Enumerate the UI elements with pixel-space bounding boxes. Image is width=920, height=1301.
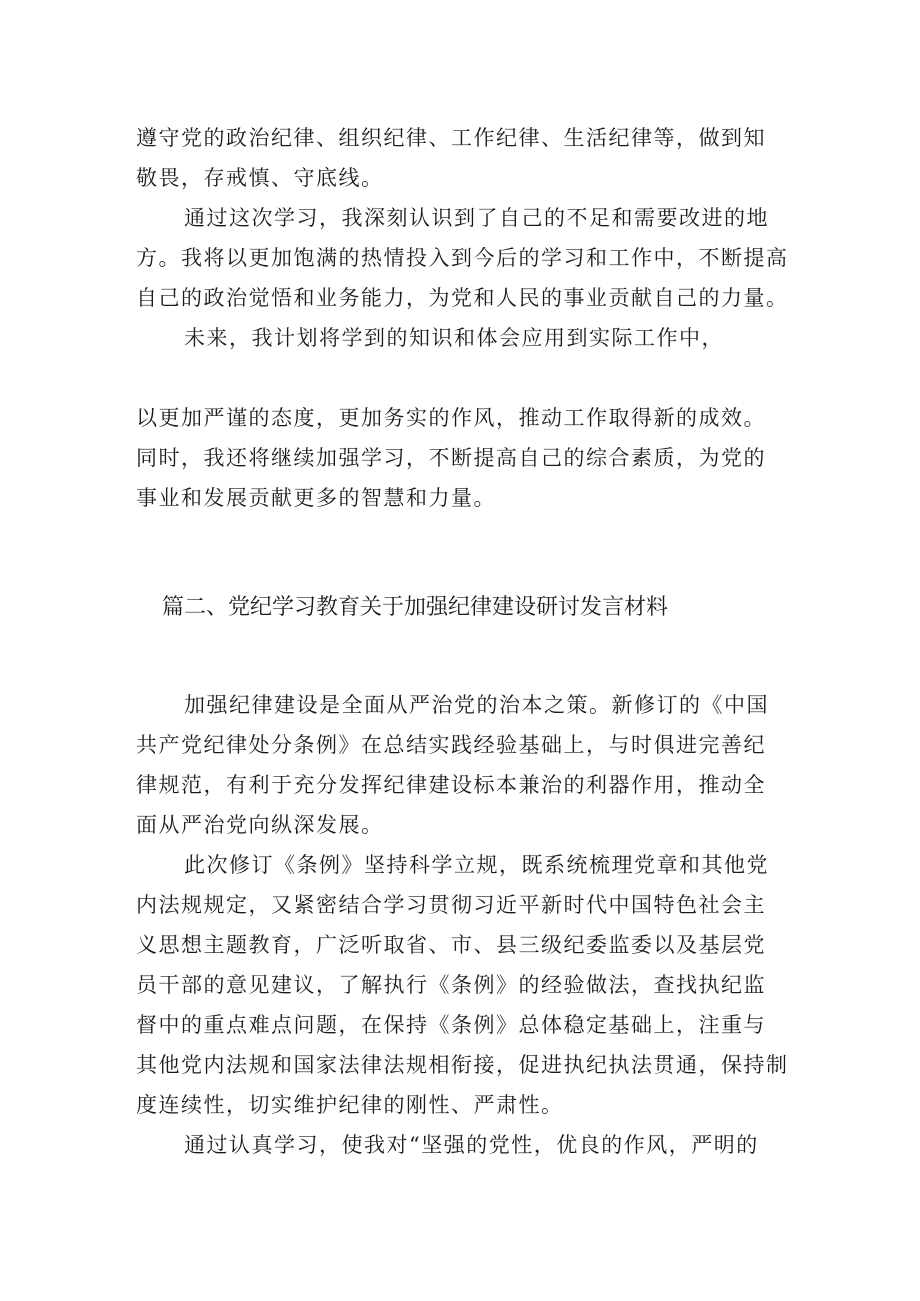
paragraph-line: 事业和发展贡献更多的智慧和力量。 [136, 486, 496, 510]
paragraph-line: 加强纪律建设是全面从严治党的治本之策。新修订的《中国 [184, 693, 769, 717]
paragraph-line: 未来，我计划将学到的知识和体会应用到实际工作中， [184, 326, 724, 350]
paragraph-line: 此次修订《条例》坚持科学立规，既系统梳理党章和其他党 [184, 853, 769, 877]
paragraph-line: 内法规规定，又紧密结合学习贯彻习近平新时代中国特色社会主 [136, 893, 766, 917]
paragraph-line: 敬畏，存戒慎、守底线。 [136, 166, 384, 190]
paragraph-line: 自己的政治觉悟和业务能力，为党和人民的事业贡献自己的力量。 [136, 286, 789, 310]
paragraph-line: 其他党内法规和国家法律法规相衔接，促进执纪执法贯通，保持制 [136, 1053, 789, 1077]
paragraph-line: 遵守党的政治纪律、组织纪律、工作纪律、生活纪律等，做到知 [136, 126, 766, 150]
paragraph-line: 义思想主题教育，广泛听取省、市、县三级纪委监委以及基层党 [136, 933, 766, 957]
paragraph-line: 通过认真学习，使我对“坚强的党性，优良的作风，严明的 [184, 1133, 759, 1157]
paragraph-line: 以更加严谨的态度，更加务实的作风，推动工作取得新的成效。 [136, 406, 766, 430]
paragraph-line: 员干部的意见建议，了解执行《条例》的经验做法，查找执纪监 [136, 973, 766, 997]
paragraph-line: 律规范，有利于充分发挥纪律建设标本兼治的利器作用，推动全 [136, 773, 766, 797]
section-heading: 篇二、党纪学习教育关于加强纪律建设研讨发言材料 [162, 595, 669, 620]
paragraph-line: 督中的重点难点问题，在保持《条例》总体稳定基础上，注重与 [136, 1013, 766, 1037]
paragraph-line: 共产党纪律处分条例》在总结实践经验基础上，与时俱进完善纪 [136, 733, 766, 757]
paragraph-line: 方。我将以更加饱满的热情投入到今后的学习和工作中，不断提高 [136, 246, 789, 270]
paragraph-line: 面从严治党向纵深发展。 [136, 813, 384, 837]
paragraph-line: 同时，我还将继续加强学习，不断提高自己的综合素质，为党的 [136, 446, 766, 470]
paragraph-line: 度连续性，切实维护纪律的刚性、严肃性。 [136, 1093, 564, 1117]
paragraph-line: 通过这次学习，我深刻认识到了自己的不足和需要改进的地 [184, 206, 769, 230]
